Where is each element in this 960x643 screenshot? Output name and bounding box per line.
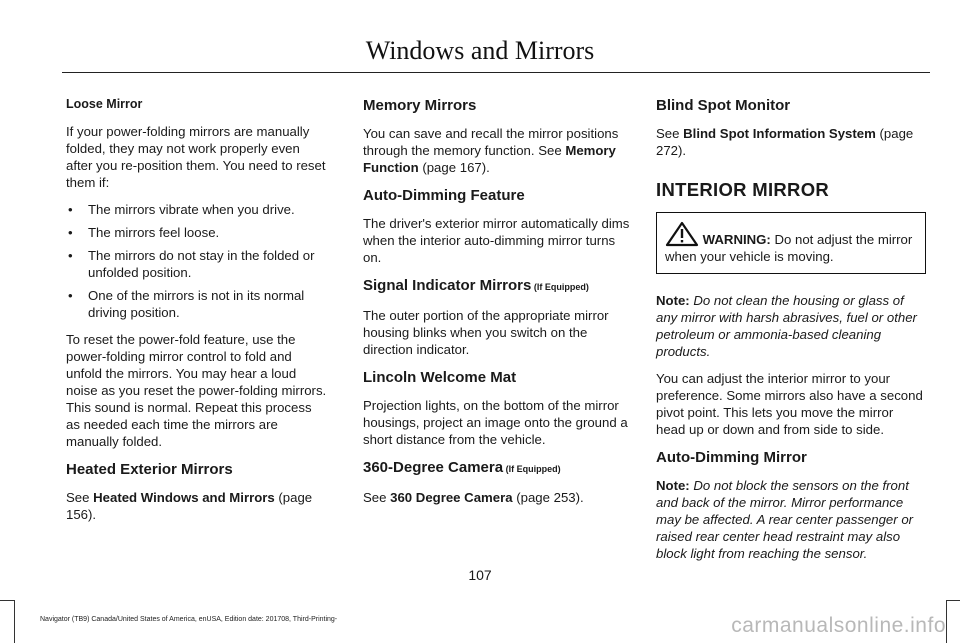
warning-label: WARNING: (702, 232, 771, 247)
autodim-feature-heading: Auto-Dimming Feature (363, 187, 525, 204)
page-number: 107 (468, 567, 492, 583)
note-clean: Note: Do not clean the housing or glass of any mirror with harsh abrasives, fuel or other petroleum or ammonia-based cleaning products. (656, 293, 917, 359)
crop-mark (946, 600, 947, 643)
warning-box (656, 212, 926, 274)
bullet-icon: • (68, 248, 73, 263)
reset-instructions: To reset the power-fold feature, use the power-folding mirror control to fold and unfold the mirrors. You may hear a loud noise as you reset the power-folding mirrors. This sound is normal. Repeat this process as needed each time the mirrors are manually folded. (66, 332, 327, 449)
list-item: • The mirrors feel loose. (68, 225, 220, 240)
warning-triangle-icon (665, 221, 699, 247)
bullet-icon: • (68, 202, 73, 217)
bullet-icon: • (68, 288, 73, 303)
blind-spot-link[interactable]: Blind Spot Information System (683, 126, 876, 141)
blind-spot-heading: Blind Spot Monitor (656, 97, 791, 114)
loose-mirror-heading: Loose Mirror (66, 97, 143, 111)
autodim-feature-text: The driver's exterior mirror automatically dims when the interior auto-dimming mirror turns on. (363, 216, 630, 265)
list-item: • One of the mirrors is not in its normal driving position. (68, 288, 305, 320)
memory-mirrors-heading: Memory Mirrors (363, 97, 477, 114)
edition-footer: Navigator (TB9) Canada/United States of America, enUSA, Edition date: 201708, Third-Printing- (40, 616, 338, 623)
blind-spot-ref: See Blind Spot Information System (page 272). (656, 126, 914, 158)
reset-conditions-list (66, 201, 328, 321)
loose-mirror-intro: If your power-folding mirrors are manually folded, they may not work properly even after you re-position them. You need to reset them if: (66, 124, 326, 190)
heated-mirrors-ref: See Heated Windows and Mirrors (page 156). (66, 490, 313, 522)
camera-ref: See 360 Degree Camera (page 253). (363, 490, 584, 505)
crop-mark (0, 600, 14, 601)
signal-mirrors-text: The outer portion of the appropriate mirror housing blinks when you switch on the direction indicator. (363, 308, 609, 357)
welcome-mat-heading: Lincoln Welcome Mat (363, 369, 517, 386)
crop-mark (946, 600, 960, 601)
welcome-mat-text: Projection lights, on the bottom of the mirror housings, project an image onto the ground a short distance from the vehicle. (363, 398, 628, 447)
if-equipped-label: (If Equipped) (503, 464, 561, 474)
watermark: carmanualsonline.info (731, 614, 946, 637)
autodim-mirror-heading: Auto-Dimming Mirror (656, 449, 807, 466)
column-2 (363, 96, 631, 516)
camera-heading: 360-Degree Camera (If Equipped) (363, 459, 561, 476)
interior-mirror-heading: INTERIOR MIRROR (656, 179, 830, 200)
column-1 (66, 96, 328, 533)
page-header-title: Windows and Mirrors (365, 36, 595, 65)
signal-mirrors-heading: Signal Indicator Mirrors (If Equipped) (363, 277, 589, 294)
header-rule (62, 72, 930, 73)
memory-mirrors-text: You can save and recall the mirror positions through the memory function. See Memory Function (page 167). (363, 126, 619, 175)
adjust-text: You can adjust the interior mirror to your preference. Some mirrors also have a second pivot point. This lets you move the mirror head up or down and from side to side. (656, 371, 923, 437)
heated-mirrors-heading: Heated Exterior Mirrors (66, 461, 233, 478)
warning-text: Do not adjust the mirror when your vehicle is moving. (665, 232, 913, 264)
column-3 (656, 96, 926, 572)
memory-function-link[interactable]: Memory Function (363, 143, 616, 175)
crop-mark (14, 600, 15, 643)
if-equipped-label: (If Equipped) (531, 282, 589, 292)
list-item: • The mirrors do not stay in the folded or unfolded position. (68, 248, 315, 280)
list-item: • The mirrors vibrate when you drive. (68, 202, 295, 217)
note-sensors: Note: Do not block the sensors on the front and back of the mirror. Mirror performance may be affected. A rear center passenger or raised rear center head restraint may also block light from reaching the sensor. (656, 478, 914, 561)
camera-link[interactable]: 360 Degree Camera (390, 490, 513, 505)
bullet-icon: • (68, 225, 73, 240)
heated-mirrors-link[interactable]: Heated Windows and Mirrors (93, 490, 275, 505)
